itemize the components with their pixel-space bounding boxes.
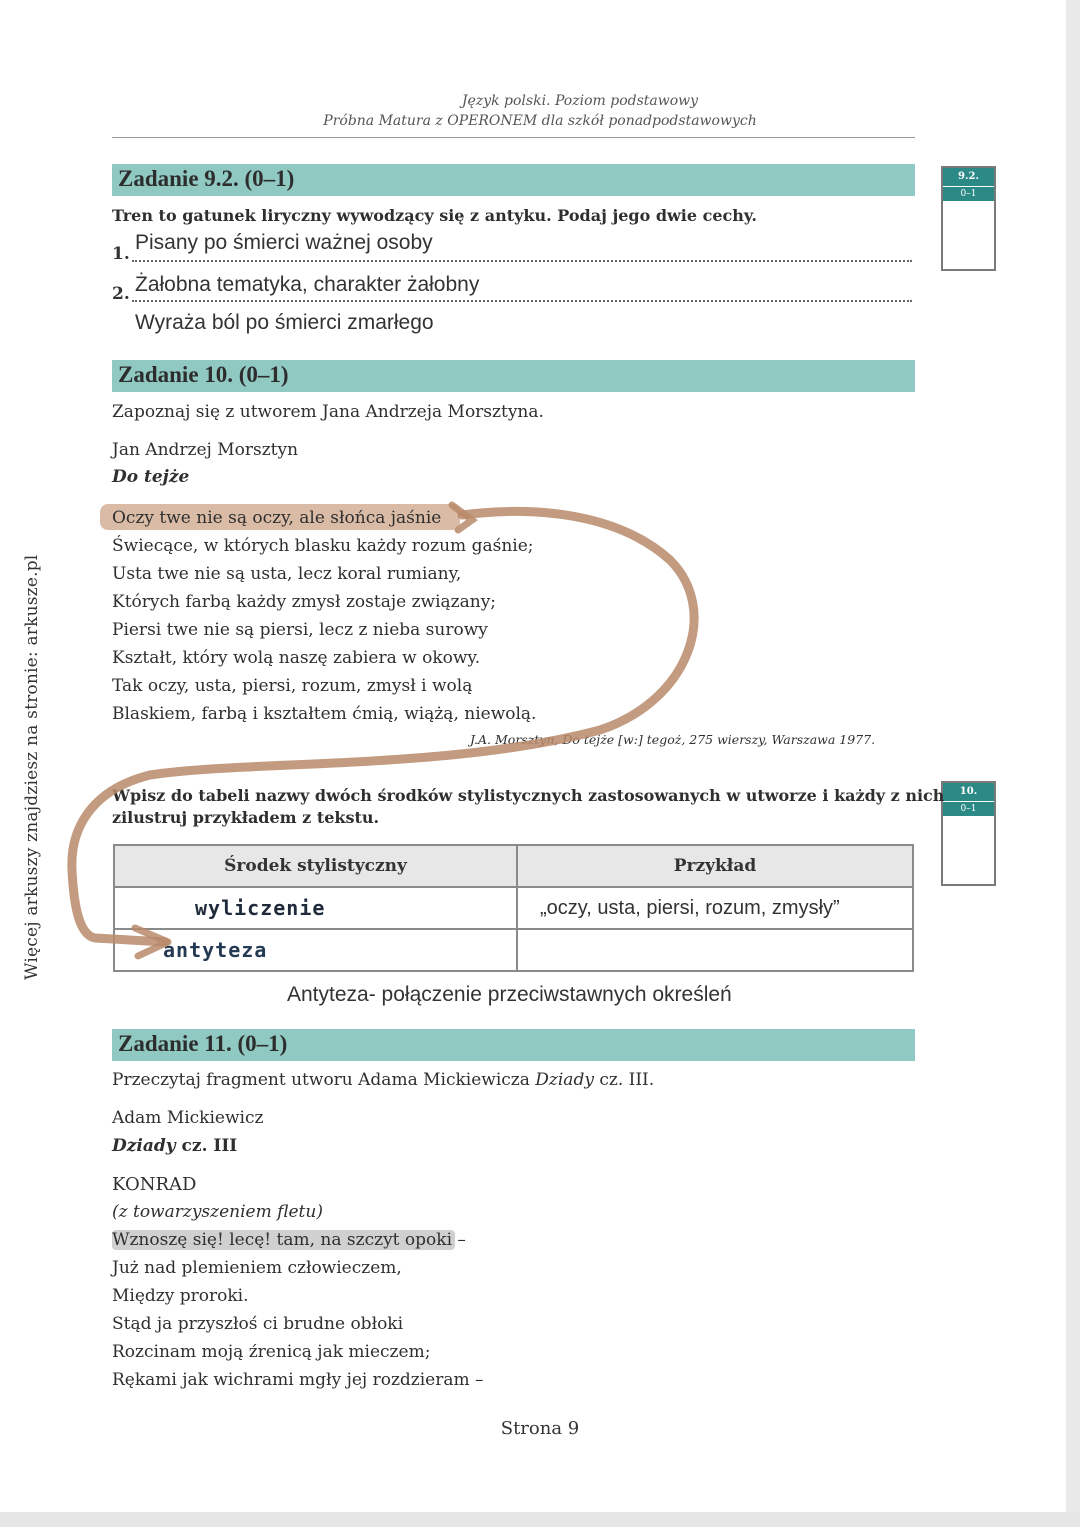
answer-2: Żałobna tematyka, charakter żałobny [135, 273, 480, 296]
intro-prefix: Przeczytaj fragment utworu Adama Mickiewicza [112, 1070, 536, 1090]
poem-line: Usta twe nie są usta, lecz koral rumiany, [112, 564, 462, 584]
task-10-instruction-1: Wpisz do tabeli nazwy dwóch środków stylistycznych zastosowanych w utworze i każdy z nich [112, 786, 945, 805]
intro-work: Dziady [535, 1070, 594, 1090]
poem-line: Tak oczy, usta, piersi, rozum, zmysł i wolą [112, 676, 473, 696]
score-box-range: 0–1 [943, 801, 994, 816]
table-cell-device[interactable]: wyliczenie [114, 887, 517, 929]
table-cell-device[interactable]: antyteza [114, 929, 517, 971]
table-cell-example[interactable]: „oczy, usta, piersi, rozum, zmysły” [517, 887, 913, 929]
drama-line: Stąd ja przyszłoś ci brudne obłoki [112, 1314, 404, 1334]
drama-line: Wznoszę się! lecę! tam, na szczyt opoki – [112, 1230, 466, 1250]
answer-2-extra: Wyraża ból po śmierci zmarłego [135, 311, 434, 334]
score-box-number: 10. [943, 783, 994, 801]
drama-line: Między proroki. [112, 1286, 249, 1306]
speaker-name: KONRAD [112, 1174, 197, 1195]
task-10-title: Zadanie 10. (0–1) [118, 362, 289, 387]
drama-line: Rękami jak wichrami mgły jej rozdzieram – [112, 1370, 484, 1390]
work-author: Adam Mickiewicz [112, 1108, 264, 1128]
table-header-example: Przykład [517, 845, 913, 887]
task-9-2-prompt: Tren to gatunek liryczny wywodzący się z antyku. Podaj jego dwie cechy. [112, 206, 757, 225]
work-title-part: cz. III [175, 1136, 238, 1156]
poem-line: Których farbą każdy zmysł zostaje związany; [112, 592, 497, 612]
intro-suffix: cz. III. [593, 1070, 655, 1090]
poem-line: Świecące, w których blasku każdy rozum gaśnie; [112, 536, 534, 556]
table-header-device: Środek stylistyczny [114, 845, 517, 887]
drama-line: Już nad plemieniem człowieczem, [112, 1258, 402, 1278]
stage-direction: (z towarzyszeniem fletu) [112, 1202, 323, 1222]
header-subject: Język polski. Poziom podstawowy [461, 93, 699, 109]
poem-author: Jan Andrzej Morsztyn [112, 440, 299, 460]
page-number: Strona 9 [500, 1418, 580, 1439]
drama-line: Rozcinam moją źrenicą jak mieczem; [112, 1342, 431, 1362]
answer-number-2: 2. [112, 284, 130, 304]
score-box-number: 9.2. [943, 168, 994, 186]
answer-number-1: 1. [112, 244, 130, 264]
answer-1: Pisany po śmierci ważnej osoby [135, 231, 433, 254]
poem-line: Oczy twe nie są oczy, ale słońca jaśnie [112, 508, 442, 528]
task-11-title: Zadanie 11. (0–1) [118, 1031, 288, 1056]
poem-line: Kształt, który wolą naszę zabiera w okowy. [112, 648, 481, 668]
side-watermark-text: Więcej arkuszy znajdziesz na stronie: arkusze.pl [22, 554, 42, 980]
poem-title: Do tejże [112, 467, 190, 487]
task-9-2-title: Zadanie 9.2. (0–1) [118, 166, 295, 191]
poem-line: Piersi twe nie są piersi, lecz z nieba surowy [112, 620, 488, 640]
work-title-italic: Dziady [112, 1136, 176, 1156]
antithesis-note: Antyteza- połączenie przeciwstawnych określeń [287, 983, 732, 1006]
poem-line: Blaskiem, farbą i kształtem ćmią, wiążą, niewolą. [112, 704, 537, 724]
task-10-intro: Zapoznaj się z utworem Jana Andrzeja Morsztyna. [112, 402, 544, 422]
poem-source: J.A. Morsztyn, Do tejże [w:] tegoż, 275 wierszy, Warszawa 1977. [470, 732, 876, 747]
header-exam-name: Próbna Matura z OPERONEM dla szkół ponadpodstawowych [323, 113, 757, 129]
task-10-instruction-2: zilustruj przykładem z tekstu. [112, 808, 380, 827]
score-box-range: 0–1 [943, 186, 994, 201]
